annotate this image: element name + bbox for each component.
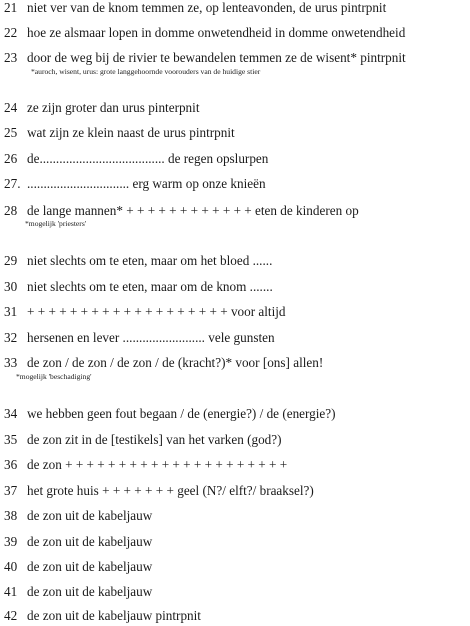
line-number: 34 (4, 406, 18, 421)
line-text: ze zijn groter dan urus pinterpnit (27, 100, 200, 115)
line-number: 37 (4, 483, 18, 498)
line-text: de zon uit de kabeljauw (27, 508, 153, 523)
line-number: 22 (4, 25, 18, 40)
poem-line-25 (4, 125, 235, 141)
poem-line-29 (4, 253, 272, 269)
line-number: 25 (4, 125, 18, 140)
line-number: 41 (4, 584, 18, 599)
line-number: 38 (4, 508, 18, 523)
poem-line-21 (4, 0, 386, 16)
poem-line-35 (4, 432, 282, 448)
footnote-priesters: *mogelijk 'priesters' (25, 219, 87, 228)
line-number: 26 (4, 151, 18, 166)
line-text: hoe ze alsmaar lopen in domme onwetendheid in domme onwetendheid (27, 25, 406, 40)
line-text: de zon / de zon / de zon / de (kracht?)* voor [ons] allen! (27, 355, 324, 370)
poem-line-30 (4, 279, 273, 295)
footnote-beschadiging: *mogelijk 'beschadiging' (16, 372, 92, 381)
poem-line-24 (4, 100, 199, 116)
poem-line-41 (4, 584, 152, 600)
line-number: 28 (4, 203, 18, 218)
line-number: 40 (4, 559, 18, 574)
poem-line-26 (4, 151, 268, 167)
line-number: 31 (4, 304, 18, 319)
line-number: 42 (4, 608, 18, 623)
line-text: door de weg bij de rivier te bewandelen temmen ze de wisent* pintrpnit (27, 50, 406, 65)
line-text: hersenen en lever ......................... vele gunsten (27, 330, 275, 345)
line-number: 29 (4, 253, 18, 268)
line-text: de zon zit in de [testikels] van het varken (god?) (27, 432, 282, 447)
line-text: de zon uit de kabeljauw (27, 559, 153, 574)
poem-line-32 (4, 330, 275, 346)
poem-line-36 (4, 457, 287, 473)
footnote-auroch: *auroch, wisent, urus: grote langgehoornde voorouders van de huidige stier (31, 67, 261, 76)
line-text: de zon uit de kabeljauw (27, 584, 153, 599)
line-text: de lange mannen* + + + + + + + + + + + + eten de kinderen op (27, 203, 359, 218)
line-number: 32 (4, 330, 18, 345)
line-text: + + + + + + + + + + + + + + + + + + + voor altijd (27, 304, 286, 319)
line-text: niet slechts om te eten, maar om het bloed ...... (27, 253, 273, 268)
line-number: 23 (4, 50, 18, 65)
line-text: ............................... erg warm op onze knieën (27, 176, 266, 191)
poem-line-38 (4, 508, 152, 524)
line-text: het grote huis + + + + + + + geel (N?/ elft?/ braaksel?) (27, 483, 314, 498)
poem-line-40 (4, 559, 152, 575)
line-number: 33 (4, 355, 18, 370)
line-text: niet slechts om te eten, maar om de knom ....... (27, 279, 273, 294)
poem-line-34 (4, 406, 336, 422)
line-text: de...................................... de regen opslurpen (27, 151, 269, 166)
line-number: 27. (4, 176, 21, 191)
line-number: 21 (4, 0, 18, 15)
poem-line-27 (4, 176, 266, 192)
line-number: 36 (4, 457, 18, 472)
line-number: 30 (4, 279, 18, 294)
line-text: de zon + + + + + + + + + + + + + + + + + + + + + (27, 457, 288, 472)
poem-line-22 (4, 25, 405, 41)
line-number: 39 (4, 534, 18, 549)
poem-line-33 (4, 355, 323, 371)
poem-line-39 (4, 534, 152, 550)
poem-line-37 (4, 483, 314, 499)
poem-line-42 (4, 608, 201, 624)
line-text: niet ver van de knom temmen ze, op lenteavonden, de urus pintrpnit (27, 0, 387, 15)
line-text: wat zijn ze klein naast de urus pintrpnit (27, 125, 235, 140)
line-text: de zon uit de kabeljauw pintrpnit (27, 608, 201, 623)
line-text: de zon uit de kabeljauw (27, 534, 153, 549)
poem-line-31 (4, 304, 286, 320)
line-number: 35 (4, 432, 18, 447)
poem-line-23 (4, 50, 406, 66)
line-text: we hebben geen fout begaan / de (energie?) / de (energie?) (27, 406, 336, 421)
line-number: 24 (4, 100, 18, 115)
poem-line-28 (4, 203, 359, 219)
